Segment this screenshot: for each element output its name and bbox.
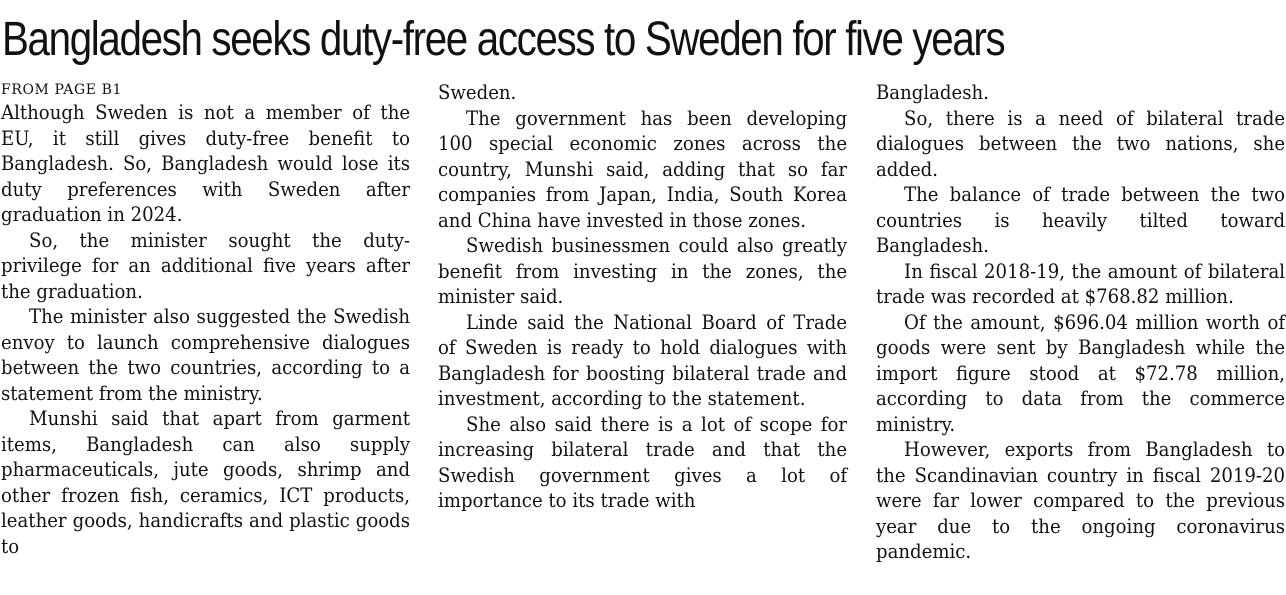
paragraph: Although Sweden is not a member of the EU, it still gives duty-free benefit to Bangladesh. So, Bangladesh would lose its duty preferences with Sweden after graduation in 2024. xyxy=(1,100,411,226)
paragraph: She also said there is a lot of scope for increasing bilateral trade and that the Swedish government gives a lot of importance to its trade with xyxy=(438,411,848,512)
paragraph: Munshi said that apart from garment items, Bangladesh can also supply pharmaceuticals, jute goods, shrimp and other frozen fish, ceramics, ICT products, leather goods, handicrafts and plastic goods to xyxy=(1,406,411,558)
paragraph: Bangladesh. xyxy=(876,80,989,104)
paragraph: Sweden. xyxy=(438,80,517,104)
paragraph: Swedish businessmen could also greatly benefit from investing in the zones, the minister said. xyxy=(438,233,848,308)
paragraph: The balance of trade between the two countries is heavily tilted toward Bangladesh. xyxy=(876,182,1286,257)
paragraph: However, exports from Bangladesh to the Scandinavian country in fiscal 2019-20 were far lower compared to the previous year due to the ongoing coronavirus pandemic. xyxy=(876,437,1286,563)
paragraph: Of the amount, $696.04 million worth of goods were sent by Bangladesh while the import figure stood at $72.78 million, according to data from the commerce ministry. xyxy=(876,309,1286,436)
jump-label: FROM PAGE B1 xyxy=(1,82,123,98)
paragraph: In fiscal 2018-19, the amount of bilateral trade was recorded at $768.82 million. xyxy=(876,258,1286,308)
headline: Bangladesh seeks duty-free access to Sweden for five years xyxy=(2,13,1005,66)
article-column-3 xyxy=(876,80,1285,565)
paragraph: The government has been developing 100 special economic zones across the country, Munshi said, adding that so far companies from Japan, India, South Korea and China have invested in those zones. xyxy=(438,105,848,232)
paragraph: So, there is a need of bilateral trade dialogues between the two nations, she added. xyxy=(876,105,1286,181)
article-column-1 xyxy=(1,80,410,559)
paragraph: So, the minister sought the duty-privilege for an additional five years after the graduation. xyxy=(1,227,411,303)
paragraph: The minister also suggested the Swedish envoy to launch comprehensive dialogues between the two countries, according to a statement from the ministry. xyxy=(1,304,411,405)
paragraph: Linde said the National Board of Trade of Sweden is ready to hold dialogues with Bangladesh for boosting bilateral trade and investment, according to the statement. xyxy=(438,309,848,410)
article-column-2 xyxy=(438,80,848,514)
